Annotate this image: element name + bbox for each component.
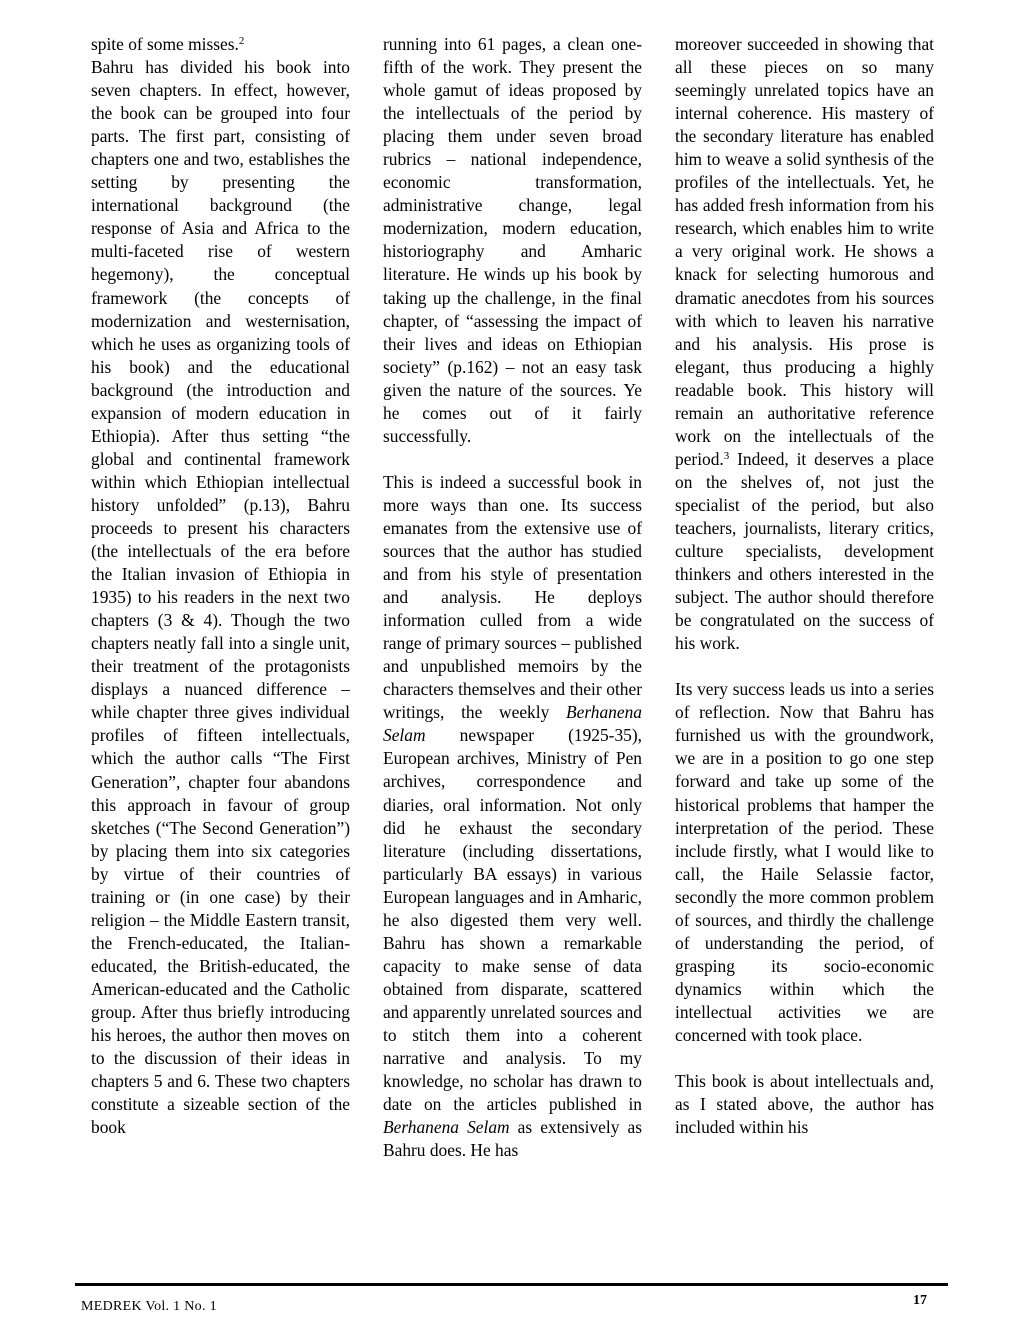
newspaper-title: Berhanena Selam <box>383 702 642 746</box>
page-number: 17 <box>913 1293 927 1308</box>
footnote-marker: 3 <box>723 449 730 462</box>
paragraph-text: spite of some misses. <box>91 34 239 54</box>
paragraph <box>675 33 934 655</box>
paragraph-text: as extensively as Bahru does. He has <box>383 1117 642 1161</box>
newspaper-title: Berhanena Selam <box>383 1117 510 1138</box>
paragraph-text: This is indeed a successful book in more ways than one. Its success emanates from the extensive use of sources that the author has studied and from his style of presentation and analysis. He deploys information culled from a wide range of primary sources – published and unpublished memoirs by the characters themselves and their other writings, the weekly <box>383 471 642 723</box>
text-column-middle <box>383 33 642 1162</box>
paragraph: Its very success leads us into a series of reflection. Now that Bahru has furnished us with the groundwork, we are in a position to go one step forward and take up some of the historical problems that hamper the interpretation of the period. These include firstly, what I would like to call, the Haile Selassie factor, secondly the more common problem of sources, and thirdly the challenge of understanding the period, of grasping its socio-economic dynamics within which the intellectual activities we are concerned with took place. <box>675 679 934 1045</box>
footer-rule <box>75 1283 948 1286</box>
paragraph: Bahru has divided his book into seven chapters. In effect, however, the book can be grouped into four parts. The first part, consisting of chapters one and two, establishes the setting by presenting the international background (the response of Asia and Africa to the multi-faceted rise of western hegemony), the conceptual framework (the concepts of modernization and westernisation, which he uses as organizing tools of his book) and the educational background (the introduction and expansion of modern education in Ethiopia). After thus setting “the global and continental framework within which Ethiopian intellectual history unfolded” (p.13), Bahru proceeds to present his characters (the intellectuals of the era before the Italian invasion of Ethiopia in 1935) to his readers in the next two chapters (3 & 4). Though the two chapters neatly fall into a single unit, their treatment of the protagonists displays a nuanced difference – while chapter three gives individual profiles of fifteen intellectuals, which the author calls “The First Generation”, chapter four abandons this approach in favour of group sketches (“The Second Generation”) by placing them into six categories by virtue of their countries of training or (in one case) by their religion – the Middle Eastern transit, the French-educated, the Italian-educated, the British-educated, the American-educated and the Catholic group. After thus briefly introducing his heroes, the author then moves on to the discussion of their ideas in chapters 5 and 6. These two chapters constitute a sizeable section of the book <box>91 57 350 1138</box>
text-column-right <box>675 33 934 1139</box>
text-column-left <box>91 33 350 1139</box>
paragraph-text: moreover succeeded in showing that all these pieces on so many seemingly unrelated topics have an internal coherence. His mastery of the secondary literature has enabled him to weave a solid synthesis of the profiles of the intellectuals. Yet, he has added fresh information from his research, which enables him to write a very original work. He shows a knack for selecting humorous and dramatic anecdotes from his sources with which to leaven his narrative and his analysis. His prose is elegant, thus producing a highly readable book. This history will remain an authoritative reference work on the intellectuals of the period. <box>675 34 934 469</box>
paragraph-text: Indeed, it deserves a place on the shelves of, not just the specialist of the period, but also teachers, journalists, literary critics, culture specialists, development thinkers and others interested in the subject. The author should therefore be congratulated on the success of his work. <box>675 448 934 654</box>
footnote-marker: 2 <box>238 35 245 47</box>
paragraph <box>383 471 642 1162</box>
paragraph: running into 61 pages, a clean one-fifth of the work. They present the whole gamut of ideas proposed by the intellectuals of the period by placing them under seven broad rubrics – national independence, economic transformation, administrative change, legal modernization, modern education, historiography and Amharic literature. He winds up his book by taking up the challenge, in the final chapter, of “assessing the impact of their lives and ideas on Ethiopian society” (p.162) – not an easy task given the nature of the sources. Ye he comes out of it fairly successfully. <box>383 34 642 446</box>
paragraph: This book is about intellectuals and, as I stated above, the author has included within his <box>675 1071 934 1138</box>
paragraph <box>91 33 350 56</box>
paragraph-text: newspaper (1925-35), European archives, Ministry of Pen archives, correspondence and diaries, oral information. Not only did he exhaust the secondary literature (including dissertations, particularly BA essays) in various European languages and in Amharic, he also digested them very well. Bahru has shown a remarkable capacity to make sense of data obtained from disparate, scattered and apparently unrelated sources and to stitch them into a coherent narrative and analysis. To my knowledge, no scholar has drawn to date on the articles published in <box>383 725 642 1115</box>
journal-citation: MEDREK Vol. 1 No. 1 <box>81 1299 217 1314</box>
